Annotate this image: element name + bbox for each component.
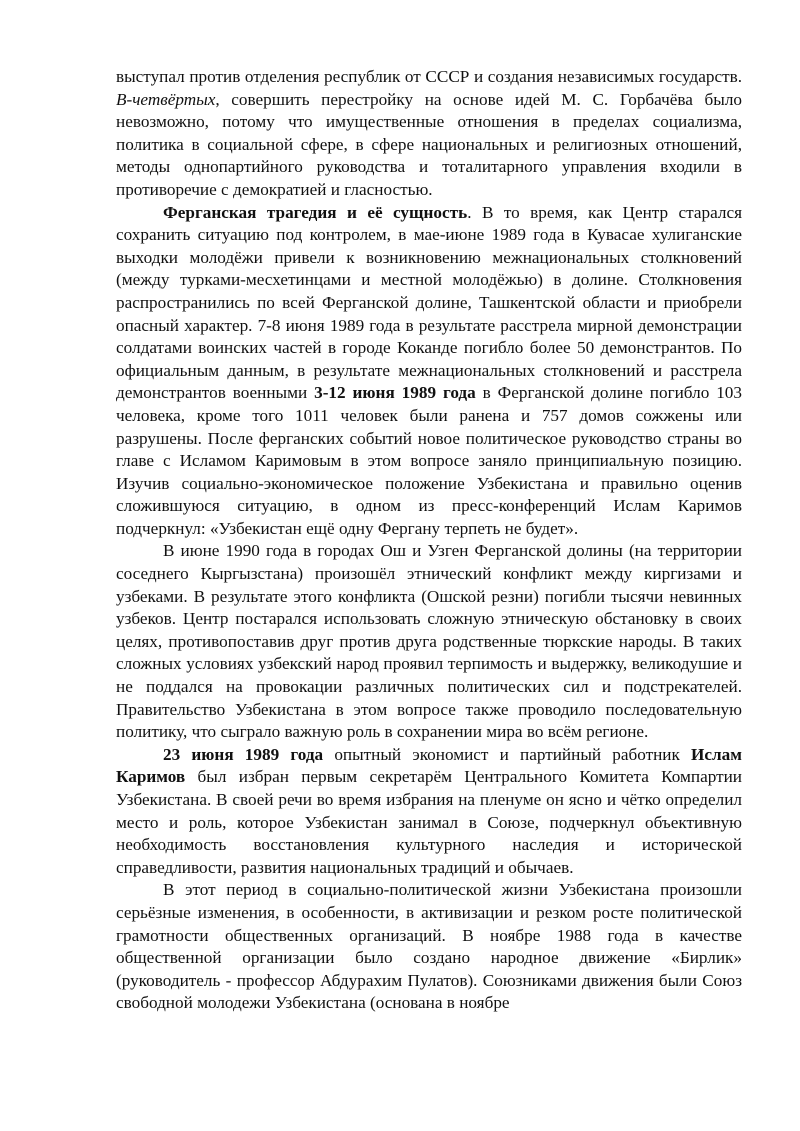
paragraph-text: . В то время, как Центр старался сохранить ситуацию под контролем, в мае-июне 1989 года в Кувасае хулиганские выходки молодёжи привели к возникновению межнациональных столкновений (между турками-месхетинцами и местной молодёжью) в долине. Столкновения распространились по всей Ферганской долине, Ташкентской области и приобрели опасный характер. 7-8 июня 1989 года в результате расстрела мирной демонстрации солдатами воинских частей в городе Коканде погибло более 50 демонстрантов. По официальным данным, в результате межнациональных столкновений и расстрела демонстрантов военными — [116, 202, 742, 403]
paragraph-fergana-tragedy — [116, 202, 742, 541]
paragraph-text: был избран первым секретарём Центрального Комитета Компартии Узбекистана. В своей речи во время избрания на пленуме он ясно и чётко определил место и роль, которое Узбекистан занимал в Союзе, подчеркнул объективную необходимость восстановления культурного наследия и исторической справедливости, развития национальных традиций и обычаев. — [116, 767, 742, 877]
document-page — [116, 66, 742, 1015]
emphasis-date: 23 июня 1989 года — [163, 744, 324, 764]
paragraph-text: опытный экономист и партийный работник — [323, 744, 692, 764]
paragraph-continuation — [116, 66, 742, 202]
paragraph-karimov-election — [116, 744, 742, 880]
paragraph-text: , совершить перестройку на основе идей М. С. Горбачёва было невозможно, потому что имущественные отношения в пределах социализма, политика в социальной сфере, в сфере национальных и религиозных отношений, методы однопартийного руководства и тоталитарного управления входили в противоречие с демократией и гласностью. — [116, 89, 742, 199]
emphasis-italic: В-четвёртых — [116, 89, 216, 109]
emphasis-name: Ислам Каримов — [116, 744, 742, 787]
paragraph-text: выступал против отделения республик от СССР и создания независимых государств. — [116, 67, 742, 86]
paragraph-public-organizations — [116, 879, 742, 1015]
paragraph-text: в Ферганской долине погибло 103 человека, кроме того 1011 человек были ранена и 757 домов сожжены или разрушены. После ферганских событий новое политическое руководство страны во главе с Исламом Каримовым в этом вопросе заняло принципиальную позицию. Изучив социально-экономическое положение Узбекистана и правильно оценив сложившуюся ситуацию, в одном из пресс-конференций Ислам Каримов подчеркнул: «Узбекистан ещё одну Фергану терпеть не будет». — [116, 383, 742, 538]
paragraph-text: В этот период в социально-политической жизни Узбекистана произошли серьёзные изменения, в особенности, в активизации и резком росте политической грамотности общественных организаций. В ноябре 1988 года в качестве общественной организации было создано народное движение «Бирлик» (руководитель - профессор Абдурахим Пулатов). Союзниками движения были Союз свободной молодежи Узбекистана (основана в ноябре — [116, 880, 742, 1013]
paragraph-osh-conflict — [116, 540, 742, 743]
section-heading: Ферганская трагедия и её сущность — [163, 202, 468, 222]
paragraph-text: В июне 1990 года в городах Ош и Узген Ферганской долины (на территории соседнего Кыргызстана) произошёл этнический конфликт между киргизами и узбеками. В результате этого конфликта (Ошской резни) погибли тысячи невинных узбеков. Центр постарался использовать сложную этническую обстановку в своих целях, противопоставив друг против друга родственные тюркские народы. В таких сложных условиях узбекский народ проявил терпимость и выдержку, великодушие и не поддался на провокации различных политических сил и подстрекателей. Правительство Узбекистана в этом вопросе также проводило последовательную политику, что сыграло важную роль в сохранении мира во всём регионе. — [116, 541, 742, 742]
emphasis-date: 3-12 июня 1989 года — [314, 383, 476, 403]
